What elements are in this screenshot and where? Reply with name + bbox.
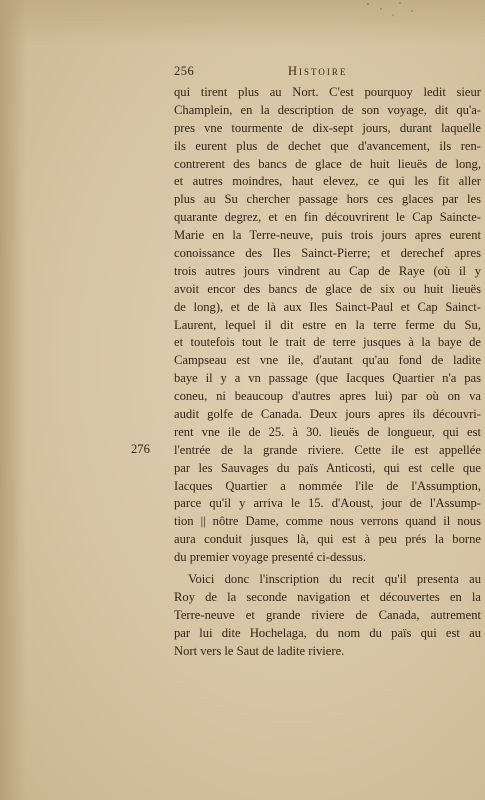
text-line: Nort vers le Saut de ladite riviere. bbox=[174, 643, 345, 658]
text-line: quarante degrez, et en fin découvrirent le Cap Saincte- bbox=[174, 210, 481, 225]
text-line: trois autres jours vindrent au Cap de Raye (où il y bbox=[174, 263, 481, 278]
text-line: tion || nôtre Dame, comme nous verrons quand il nous bbox=[174, 514, 481, 529]
text-line: et toutefois tout le trait de terre jusques à la baye de bbox=[174, 335, 481, 350]
text-line: Campseau est vne ile, d'autant qu'au fond de ladite bbox=[174, 353, 481, 368]
text-line: plus au Su chercher passage hors ces glaces par les bbox=[174, 192, 481, 207]
text-line: audit golfe de Canada. Deux jours apres ils découvri- bbox=[174, 407, 481, 422]
text-line: aura conduit jusques là, qui est à peu prés la borne bbox=[174, 532, 481, 547]
text-line: du premier voyage presenté ci-dessus. bbox=[174, 550, 366, 565]
text-line: coneu, ni beaucoup d'autres apres lui) par où on va bbox=[174, 389, 481, 404]
text-line: et autres moindres, haut elevez, ce qui les fit aller bbox=[174, 174, 481, 189]
running-title: Histoire bbox=[288, 64, 348, 78]
body-text bbox=[174, 84, 481, 661]
margin-page-reference: 276 bbox=[131, 442, 150, 456]
text-line: Voici donc l'inscription du recit qu'il presenta au bbox=[188, 572, 481, 587]
page-shadow-left bbox=[0, 0, 26, 800]
page-number: 256 bbox=[174, 64, 195, 78]
text-line: ils eurent plus de dechet que d'avancement, ils ren- bbox=[174, 138, 481, 153]
paragraph bbox=[174, 84, 481, 567]
text-line: baye il y a vn passage (que Iacques Quartier n'a pas bbox=[174, 371, 481, 386]
text-line: Champlein, en la description de son voyage, dit qu'a- bbox=[174, 102, 481, 117]
text-line: contrerent des bancs de glace de huit lieuës de long, bbox=[174, 156, 481, 171]
text-line: par lui dite Hochelaga, du nom du païs qui est au bbox=[174, 625, 481, 640]
text-line: Laurent, lequel il dit estre en la terre ferme du Su, bbox=[174, 317, 481, 332]
text-line: Roy de la seconde navigation et découvertes en la bbox=[174, 589, 481, 604]
text-line: Terre-neuve et grande riviere de Canada, autrement bbox=[174, 607, 481, 622]
text-line: avoit encor des bancs de glace de six ou huit lieuës bbox=[174, 281, 481, 296]
text-line: pres vne tourmente de dix-sept jours, durant laquelle bbox=[174, 120, 481, 135]
running-header bbox=[174, 64, 474, 80]
paper-specks bbox=[360, 0, 420, 40]
text-line: qui tirent plus au Nort. C'est pourquoy ledit sieur bbox=[174, 85, 481, 99]
text-line: Marie en la Terre-neuve, puis trois jours apres eurent bbox=[174, 228, 481, 243]
paragraph bbox=[174, 571, 481, 660]
text-line: de long), et de là aux Iles Sainct-Paul et Cap Sainct- bbox=[174, 299, 481, 314]
text-line: par les Sauvages du païs Anticosti, qui est celle que bbox=[174, 460, 481, 475]
text-line: conoissance des Iles Sainct-Pierre; et derechef apres bbox=[174, 246, 481, 261]
text-line: l'entrée de la grande riviere. Cette ile est appellée bbox=[174, 442, 481, 457]
text-line: parce qu'il y arriva le 15. d'Aoust, jour de l'Assump- bbox=[174, 496, 481, 511]
text-line: rent vne ile de 25. à 30. lieuës de longueur, qui est bbox=[174, 424, 481, 439]
text-line: Iacques Quartier a nommée l'ile de l'Assumption, bbox=[174, 478, 481, 493]
